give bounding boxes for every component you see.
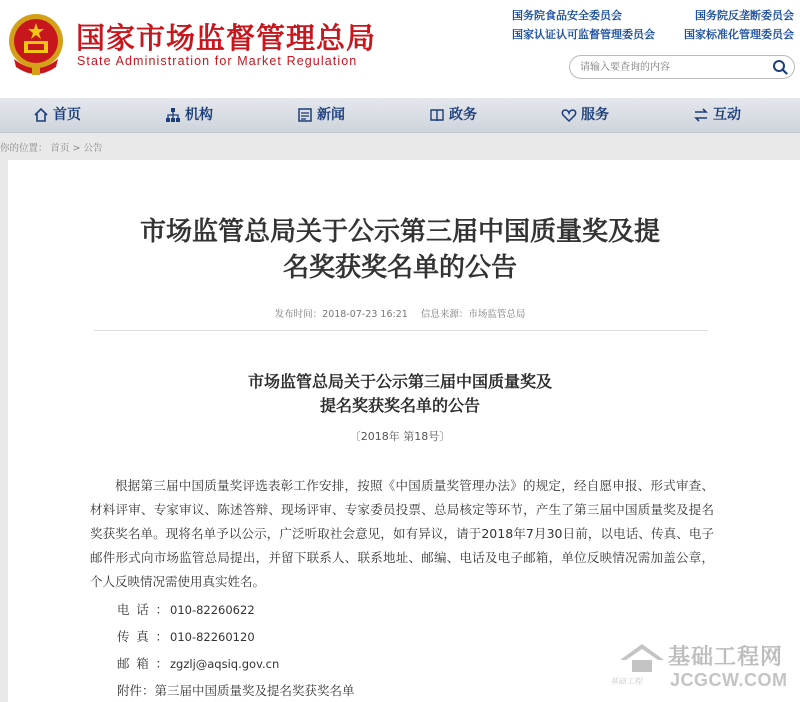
- watermark-small: 基础工程: [610, 677, 642, 686]
- article-title: [90, 214, 710, 286]
- nav-organization[interactable]: [165, 98, 213, 132]
- article-body: [90, 474, 714, 594]
- publish-label: 发布时间：: [274, 309, 323, 320]
- publish-info: [275, 309, 408, 320]
- attachment-link[interactable]: 附件：第三届中国质量奖及提名奖获奖名单: [117, 683, 355, 698]
- contact-phone-label: 电话：: [117, 602, 168, 617]
- contact-email: [117, 654, 279, 672]
- nav-services[interactable]: [561, 98, 609, 132]
- book-icon: [429, 107, 445, 123]
- body-paragraph: 根据第三届中国质量奖评选表彰工作安排，按照《中国质量奖管理办法》的规定，经自愿申报、形式审查、材料评审、专家审议、陈述答辩、现场评审、专家委员投票、总局核定等环节，产生了第三届中国质量奖及提名奖获奖名单。现将名单予以公示，广泛听取社会意见，如有异议，请于2018年7月30日前，以电话、传真、电子邮件形式向市场监管总局提出，并留下联系人、联系地址、邮编、电话及电子邮箱，单位反映情况需加盖公章，个人反映情况需使用真实姓名。: [90, 478, 714, 589]
- contact-phone: [117, 600, 255, 618]
- nav-news-label: 新闻: [317, 107, 345, 123]
- contact-phone-value: 010-82260622: [170, 603, 255, 617]
- search-box: [569, 55, 795, 79]
- contact-fax-label: 传真：: [117, 629, 168, 644]
- nav-interaction[interactable]: [693, 98, 741, 132]
- watermark: [612, 636, 800, 702]
- nav-services-label: 服务: [581, 107, 609, 123]
- link-anti-monopoly-committee[interactable]: 国务院反垄断委员会: [695, 9, 794, 22]
- national-emblem-icon[interactable]: [6, 11, 66, 77]
- source-info: [421, 309, 526, 320]
- source-name: 市场监管总局: [468, 309, 526, 320]
- link-food-safety-committee[interactable]: 国务院食品安全委员会: [512, 9, 622, 22]
- site-title[interactable]: 国家市场监督管理总局: [76, 21, 377, 55]
- contact-email-label: 邮箱：: [117, 656, 168, 671]
- contact-fax-value: 010-82260120: [170, 630, 255, 644]
- nav-news[interactable]: [297, 98, 345, 132]
- arrows-icon: [693, 107, 709, 123]
- nav-government-affairs-label: 政务: [449, 107, 477, 123]
- document-title-line2: 提名奖获奖名单的公告: [319, 396, 480, 415]
- contact-fax: [117, 627, 255, 645]
- heart-icon: [561, 107, 577, 123]
- site-subtitle: State Administration for Market Regulation: [77, 54, 358, 68]
- watermark-logo-icon: [618, 640, 666, 674]
- link-certification-committee[interactable]: 国家认证认可监督管理委员会: [512, 28, 655, 41]
- top-links: [512, 6, 794, 44]
- meta-divider: [94, 330, 708, 331]
- document-title-line1: 市场监管总局关于公示第三届中国质量奖及: [247, 372, 552, 391]
- link-standardization-committee[interactable]: 国家标准化管理委员会: [684, 28, 794, 41]
- breadcrumb[interactable]: 你的位置： 首页 > 公告: [0, 143, 103, 154]
- document-number: 〔2018年 第18号〕: [349, 430, 451, 443]
- publish-time: 2018-07-23 16:21: [322, 309, 408, 320]
- nav-organization-label: 机构: [185, 107, 213, 123]
- article-title-line2: 名奖获奖名单的公告: [282, 253, 517, 283]
- site-header: [0, 0, 800, 98]
- org-chart-icon: [165, 107, 181, 123]
- article-meta: [0, 306, 800, 320]
- article-title-line1: 市场监管总局关于公示第三届中国质量奖及提: [139, 217, 660, 247]
- watermark-domain: JCGCW.COM: [670, 670, 788, 690]
- home-icon: [33, 107, 49, 123]
- nav-home[interactable]: [33, 98, 81, 132]
- source-label: 信息来源：: [420, 309, 469, 320]
- nav-interaction-label: 互动: [713, 107, 741, 123]
- document-title: [100, 370, 700, 418]
- contact-email-value[interactable]: zgzlj@aqsiq.gov.cn: [170, 657, 280, 671]
- search-input[interactable]: [580, 59, 760, 75]
- watermark-name: 基础工程网: [668, 645, 784, 670]
- nav-government-affairs[interactable]: [429, 98, 477, 132]
- nav-home-label: 首页: [53, 107, 81, 123]
- news-icon: [297, 107, 313, 123]
- search-icon[interactable]: [772, 59, 788, 75]
- main-nav: [0, 98, 800, 133]
